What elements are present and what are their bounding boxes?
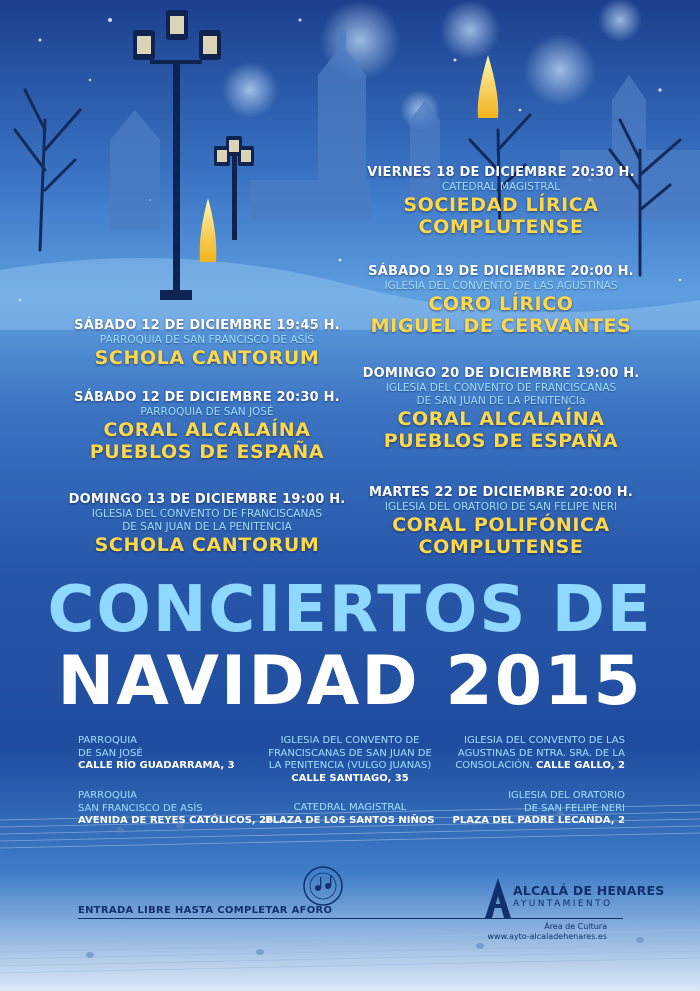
event-date: DOMINGO 13 DE DICIEMBRE 19:00 H. [68, 492, 346, 507]
event-performer: PUEBLOS DE ESPAÑA [383, 430, 619, 452]
city-logo [485, 872, 665, 942]
location-name: DE SAN JOSÉ [78, 747, 143, 759]
location-name: SAN FRANCISCO DE ASÍS [78, 802, 203, 814]
culture-area: Área de Cultura [544, 922, 607, 931]
location-address: PLAZA DE LOS SANTOS NIÑOS [265, 814, 435, 826]
logo-subtitle: AYUNTAMIENTO [513, 899, 613, 909]
event-venue: PARROQUIA DE SAN FRANCISCO DE ASÍS [99, 334, 315, 346]
website-link[interactable]: www.ayto-alcaladehenares.es [487, 932, 607, 941]
event-performer: CORO LÍRICO [428, 293, 574, 315]
event-performer: MIGUEL DE CERVANTES [370, 315, 632, 337]
event-date: MARTES 22 DE DICIEMBRE 20:00 H. [369, 485, 633, 500]
event-venue: IGLESIA DEL CONVENTO DE FRANCISCANAS [91, 508, 323, 520]
location-name: CATEDRAL MAGISTRAL [293, 802, 407, 813]
location-address: CALLE RÍO GUADARRAMA, 3 [78, 760, 235, 771]
location-name: PARROQUIA [78, 735, 137, 746]
location-name: IGLESIA DEL ORATORIO [508, 790, 625, 801]
event-date: SÁBADO 19 DE DICIEMBRE 20:00 H. [368, 264, 634, 279]
location-san-jose [78, 735, 278, 773]
event-sabado-12-a [62, 317, 352, 369]
location-address: CALLE SANTIAGO, 35 [291, 772, 409, 784]
event-sabado-12-b [62, 389, 352, 463]
event-performer: COMPLUTENSE [418, 216, 584, 238]
location-juanas [250, 735, 450, 785]
event-performer: CORAL POLIFÓNICA [392, 514, 610, 536]
location-name: DE SAN FELIPE NERI [523, 802, 625, 814]
location-name: PARROQUIA [78, 790, 137, 801]
event-venue: DE SAN JUAN DE LA PENITENCIA [122, 521, 292, 533]
location-name: FRANCISCANAS DE SAN JUAN DE [268, 747, 432, 759]
event-date: SÁBADO 12 DE DICIEMBRE 19:45 H. [74, 318, 340, 333]
title-line-1: CONCIERTOS DE [47, 573, 653, 647]
event-venue: IGLESIA DEL ORATORIO DE SAN FELIPE NERI [384, 501, 618, 513]
location-oratorio [425, 790, 625, 828]
title-line-2: NAVIDAD 2015 [57, 642, 643, 721]
location-address: CALLE GALLO, 2 [536, 760, 625, 771]
location-address: AVENIDA DE REYES CATÓLICOS, 26 [78, 815, 274, 826]
music-seal-icon [302, 865, 344, 907]
event-venue: IGLESIA DEL CONVENTO DE FRANCISCANAS [385, 382, 617, 394]
event-date: SÁBADO 12 DE DICIEMBRE 20:30 H. [74, 390, 340, 405]
location-name: IGLESIA DEL CONVENTO DE [280, 735, 420, 746]
location-catedral [250, 802, 450, 827]
logo-name: ALCALÁ DE HENARES [513, 883, 665, 898]
event-domingo-13 [62, 491, 352, 556]
event-performer: COMPLUTENSE [418, 536, 584, 558]
location-name: CONSOLACIÓN. [455, 760, 533, 771]
free-entry-note: ENTRADA LIBRE HASTA COMPLETAR AFORO [78, 905, 333, 916]
location-agustinas [425, 735, 625, 773]
event-performer: PUEBLOS DE ESPAÑA [89, 441, 325, 463]
location-name: LA PENITENCIA (VULGO JUANAS) [268, 760, 432, 771]
event-performer: SCHOLA CANTORUM [94, 534, 320, 556]
event-domingo-20 [356, 365, 646, 452]
event-performer: SCHOLA CANTORUM [94, 347, 320, 369]
event-performer: SOCIEDAD LÍRICA [403, 194, 599, 216]
event-sabado-19 [356, 263, 646, 337]
location-name: IGLESIA DEL CONVENTO DE LAS [464, 735, 625, 746]
event-venue: CATEDRAL MAGISTRAL [441, 181, 561, 193]
event-venue: IGLESIA DEL CONVENTO DE LAS AGUSTINAS [384, 280, 618, 292]
event-venue: DE SAN JUAN DE LA PENITENCIa [416, 395, 586, 407]
location-address: PLAZA DEL PADRE LECANDA, 2 [452, 815, 625, 826]
location-san-francisco [78, 790, 278, 828]
event-date: VIERNES 18 DE DICIEMBRE 20:30 H. [367, 165, 635, 180]
event-date: DOMINGO 20 DE DICIEMBRE 19:00 H. [362, 366, 640, 381]
city-logo-icon [485, 878, 511, 918]
event-martes-22 [356, 484, 646, 558]
event-performer: CORAL ALCALAÍNA [103, 419, 311, 441]
location-name: AGUSTINAS DE NTRA. SRA. DE LA [457, 747, 625, 759]
event-performer: CORAL ALCALAÍNA [397, 408, 605, 430]
event-viernes-18 [356, 164, 646, 238]
event-venue: PARROQUIA DE SAN JOSÉ [140, 406, 274, 418]
